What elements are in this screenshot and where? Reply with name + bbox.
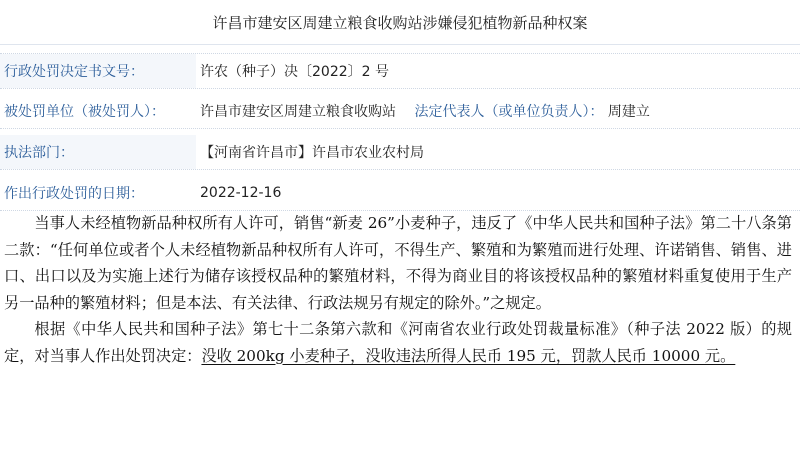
decision-number-label: 行政处罚决定书文号： — [0, 54, 196, 88]
case-title-text: 许昌市建安区周建立粮食收购站涉嫌侵犯植物新品种权案 — [212, 13, 588, 32]
enforcement-department-row — [0, 135, 800, 170]
penalized-party-cell — [196, 101, 650, 121]
enforcement-department-label: 执法部门： — [0, 135, 196, 169]
decision-number-row — [0, 53, 800, 89]
penalized-party-value: 许昌市建安区周建立粮食收购站 — [200, 104, 396, 120]
case-title — [0, 0, 800, 45]
decision-paragraph — [4, 316, 792, 369]
legal-representative-label: 法定代表人（或单位负责人）： — [414, 104, 604, 120]
decision-number-value: 许农（种子）决〔2022〕2 号 — [200, 64, 389, 80]
violation-paragraph: 当事人未经植物新品种权所有人许可，销售“新麦 26”小麦种子，违反了《中华人民共和国种子法》第二十八条第二款：“任何单位或者个人未经植物新品种权所有人许可，不得生产、繁殖和为繁殖而进行处理、许诺销售、销售、进口、出口以及为实施上述行为储存该授权品种的繁殖材料，不得为商业目的将该授权品种的繁殖材料重复使用于生产另一品种的繁殖材料；但是本法、有关法律、行政法规另有规定的除外。”之规定。 — [4, 214, 792, 312]
penalty-content — [4, 210, 792, 369]
penalty-decision-text: 没收 200kg 小麦种子，没收违法所得人民币 195 元，罚款人民币 10000 元。 — [201, 346, 736, 365]
penalty-date-row — [0, 176, 800, 211]
penalty-date-label: 作出行政处罚的日期： — [4, 186, 144, 202]
penalized-party-row — [0, 94, 800, 129]
enforcement-department-value: 【河南省许昌市】许昌市农业农村局 — [200, 145, 424, 161]
decision-basis-text: 根据《中华人民共和国种子法》第七十二条第六款和《河南省农业行政处罚裁量标准》（种子法 2022 版）的规定，对当事人作出处罚决定： — [4, 320, 792, 365]
legal-representative-value: 周建立 — [607, 104, 650, 120]
penalized-party-label: 被处罚单位（被处罚人）： — [4, 104, 165, 120]
penalty-date-value: 2022-12-16 — [200, 185, 282, 201]
